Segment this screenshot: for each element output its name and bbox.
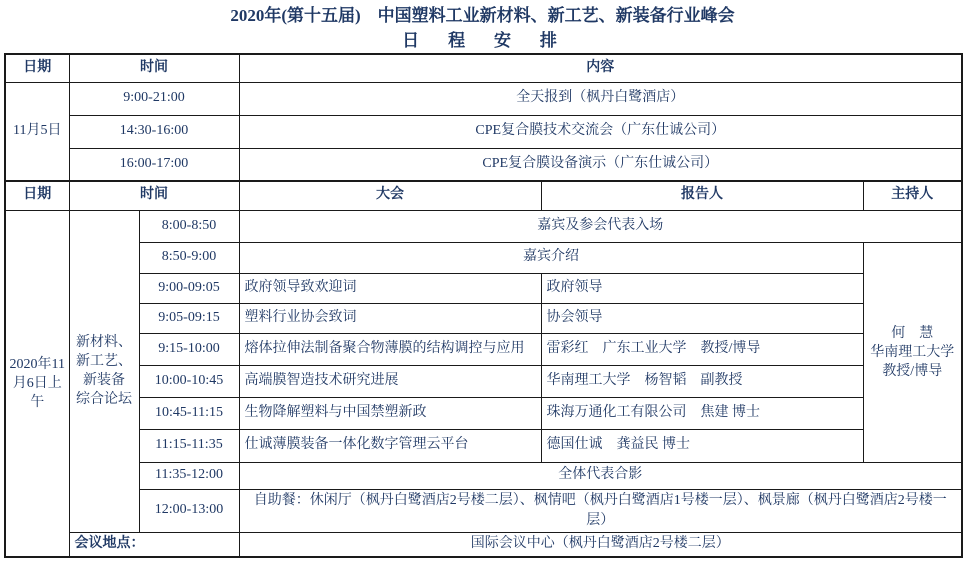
time-cell: 14:30-16:00 xyxy=(69,115,239,148)
time-cell: 11:35-12:00 xyxy=(139,462,239,489)
forum-cell xyxy=(69,210,139,532)
time-cell: 9:00-21:00 xyxy=(69,82,239,115)
content-cell: CPE复合膜技术交流会（广东仕诚公司） xyxy=(239,115,962,148)
table-row xyxy=(5,333,962,365)
host-cell xyxy=(863,242,962,462)
content-cell: 嘉宾及参会代表入场 xyxy=(239,210,962,242)
time-cell: 9:15-10:00 xyxy=(139,333,239,365)
table-row xyxy=(5,303,962,333)
content-cell: 全天报到（枫丹白鹭酒店） xyxy=(239,82,962,115)
venue-value: 国际会议中心（枫丹白鹭酒店2号楼二层） xyxy=(239,532,962,557)
session-cell: 生物降解塑料与中国禁塑新政 xyxy=(239,397,541,429)
speaker-cell: 珠海万通化工有限公司 焦建 博士 xyxy=(541,397,863,429)
speaker-cell: 雷彩红 广东工业大学 教授/博导 xyxy=(541,333,863,365)
speaker-cell: 政府领导 xyxy=(541,273,863,303)
forum-name: 新材料、 新工艺、 新装备 综合论坛 xyxy=(76,335,132,407)
conference-title: 2020年(第十五届) 中国塑料工业新材料、新工艺、新装备行业峰会 xyxy=(230,6,735,25)
header-host: 主持人 xyxy=(863,181,962,210)
schedule-table xyxy=(4,53,963,558)
date-cell-nov6: 2020年11月6日上午 xyxy=(5,210,69,557)
speaker-cell: 德国仕诚 龚益民 博士 xyxy=(541,429,863,462)
header-time-1: 时间 xyxy=(69,54,239,82)
time-cell: 12:00-13:00 xyxy=(139,489,239,532)
venue-label: 会议地点： xyxy=(69,532,239,557)
time-cell: 10:00-10:45 xyxy=(139,365,239,397)
time-cell: 9:05-09:15 xyxy=(139,303,239,333)
schedule-subtitle: 日 程 安 排 xyxy=(402,31,563,50)
table-row xyxy=(5,489,962,532)
time-cell: 10:45-11:15 xyxy=(139,397,239,429)
table-row xyxy=(5,462,962,489)
header-date-2: 日期 xyxy=(5,181,69,210)
table-row xyxy=(5,273,962,303)
table-row xyxy=(5,429,962,462)
session-cell: 熔体拉伸法制备聚合物薄膜的结构调控与应用 xyxy=(239,333,541,365)
content-cell: 嘉宾介绍 xyxy=(239,242,863,273)
content-cell: 全体代表合影 xyxy=(239,462,962,489)
time-cell: 9:00-09:05 xyxy=(139,273,239,303)
page-title xyxy=(4,0,961,53)
content-cell: CPE复合膜设备演示（广东仕诚公司） xyxy=(239,148,962,181)
host-info: 何 慧 华南理工大学 教授/博导 xyxy=(870,325,955,379)
header-speaker: 报告人 xyxy=(541,181,863,210)
session-cell: 政府领导致欢迎词 xyxy=(239,273,541,303)
session-cell: 塑料行业协会致词 xyxy=(239,303,541,333)
time-cell: 11:15-11:35 xyxy=(139,429,239,462)
time-cell: 8:00-8:50 xyxy=(139,210,239,242)
session-cell: 仕诚薄膜装备一体化数字管理云平台 xyxy=(239,429,541,462)
session-cell: 高端膜智造技术研究进展 xyxy=(239,365,541,397)
date-cell-nov5: 11月5日 xyxy=(5,82,69,181)
table-row xyxy=(5,82,962,115)
speaker-cell: 华南理工大学 杨智韬 副教授 xyxy=(541,365,863,397)
header-content: 内容 xyxy=(239,54,962,82)
footer-row xyxy=(5,532,962,557)
header-conference: 大会 xyxy=(239,181,541,210)
table-row xyxy=(5,365,962,397)
time-cell: 8:50-9:00 xyxy=(139,242,239,273)
buffet-cell: 自助餐：休闲厅（枫丹白鹭酒店2号楼二层）、枫情吧（枫丹白鹭酒店1号楼一层）、枫景廊（枫丹白鹭酒店2号楼一层） xyxy=(239,489,962,532)
header-row-2 xyxy=(5,181,962,210)
table-row xyxy=(5,115,962,148)
table-row xyxy=(5,148,962,181)
table-row xyxy=(5,210,962,242)
header-row-1 xyxy=(5,54,962,82)
table-row xyxy=(5,397,962,429)
header-time-2: 时间 xyxy=(69,181,239,210)
speaker-cell: 协会领导 xyxy=(541,303,863,333)
time-cell: 16:00-17:00 xyxy=(69,148,239,181)
table-row xyxy=(5,242,962,273)
header-date-1: 日期 xyxy=(5,54,69,82)
